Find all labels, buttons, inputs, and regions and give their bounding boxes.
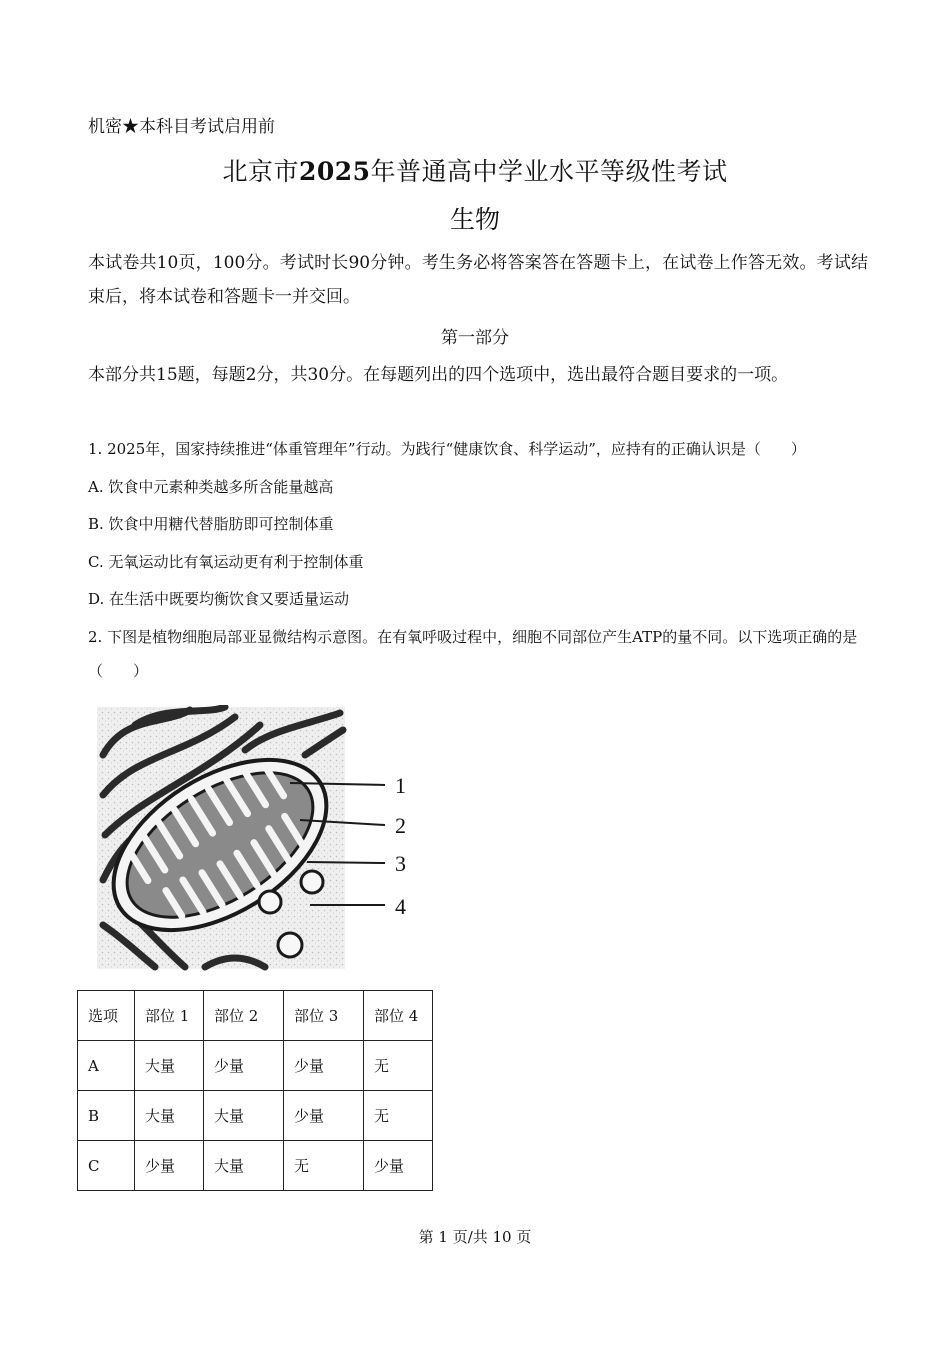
table-cell: 无 [284, 1141, 364, 1191]
figure-label-4: 4 [395, 894, 406, 919]
exam-title [0, 152, 950, 188]
question-1-option-a: A. 饮食中元素种类越多所含能量越高 [88, 478, 334, 496]
part-heading: 第一部分 [441, 328, 509, 348]
question-2-stem: 2. 下图是植物细胞局部亚显微结构示意图。在有氧呼吸过程中，细胞不同部位产生ATP的量不同。以下选项正确的是（ ） [88, 628, 858, 680]
confidential-mark: 机密★本科目考试启用前 [88, 117, 275, 137]
table-row [78, 1141, 433, 1191]
figure-label-3: 3 [395, 851, 406, 876]
table-header-cell: 部位 4 [364, 991, 433, 1041]
part-intro: 本部分共15题，每题2分，共30分。在每题列出的四个选项中，选出最符合题目要求的一项。 [88, 365, 789, 385]
subject-title: 生物 [449, 205, 500, 234]
table-cell: 少量 [284, 1041, 364, 1091]
table-cell: 少量 [204, 1041, 284, 1091]
question-1-option-d: D. 在生活中既要均衡饮食又要适量运动 [88, 590, 350, 608]
table-cell: 大量 [204, 1091, 284, 1141]
mitochondrion-figure [95, 705, 425, 973]
table-header-row [78, 991, 433, 1041]
title-year: 2025 [298, 157, 371, 186]
question-1-option-b: B. 饮食中用糖代替脂肪即可控制体重 [88, 515, 334, 533]
table-header-cell: 选项 [78, 991, 135, 1041]
table-cell: A [78, 1041, 135, 1091]
table-cell: 无 [364, 1091, 433, 1141]
table-header-cell: 部位 2 [204, 991, 284, 1041]
question-1-option-c: C. 无氧运动比有氧运动更有利于控制体重 [88, 553, 364, 571]
page-footer: 第 1 页/共 10 页 [418, 1228, 532, 1246]
table-cell: 无 [364, 1041, 433, 1091]
figure-label-2: 2 [395, 813, 406, 838]
table-cell: B [78, 1091, 135, 1141]
table-cell: 少量 [284, 1091, 364, 1141]
answer-table [77, 990, 433, 1191]
figure-label-1: 1 [395, 773, 406, 798]
table-header-cell: 部位 3 [284, 991, 364, 1041]
table-cell: C [78, 1141, 135, 1191]
table-header-cell: 部位 1 [135, 991, 204, 1041]
question-1-stem: 1. 2025年，国家持续推进“体重管理年”行动。为践行“健康饮食、科学运动”，应持有的正确认识是（ ） [88, 440, 806, 458]
title-prefix: 北京市 [222, 157, 299, 186]
table-row [78, 1091, 433, 1141]
table-row [78, 1041, 433, 1091]
table-cell: 大量 [135, 1091, 204, 1141]
title-suffix: 年普通高中学业水平等级性考试 [370, 157, 728, 186]
exam-instructions: 本试卷共10页，100分。考试时长90分钟。考生务必将答案答在答题卡上，在试卷上作答无效。考试结束后，将本试卷和答题卡一并交回。 [88, 253, 868, 307]
table-cell: 少量 [135, 1141, 204, 1191]
table-cell: 少量 [364, 1141, 433, 1191]
table-cell: 大量 [135, 1041, 204, 1091]
table-cell: 大量 [204, 1141, 284, 1191]
